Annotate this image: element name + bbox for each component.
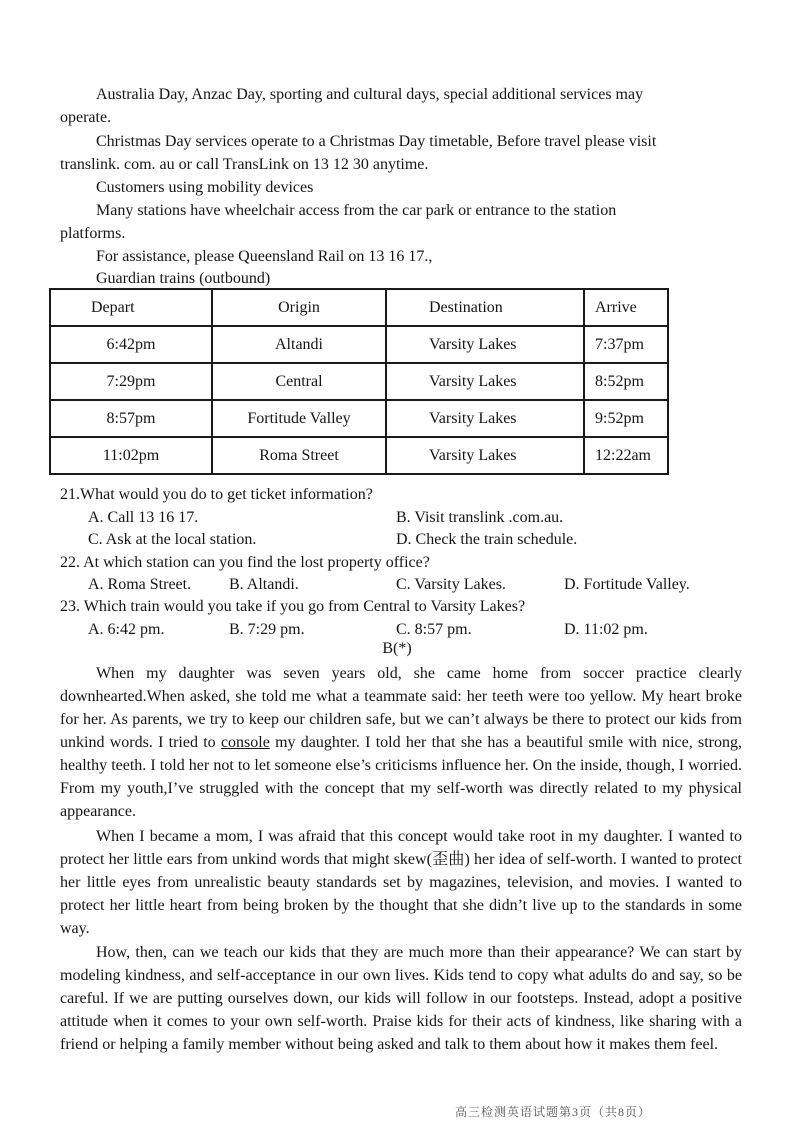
cell-depart: 11:02pm	[50, 437, 212, 474]
passage-b-paragraph-3: How, then, can we teach our kids that they are much more than their appearance? We can start by modeling kindness, and self-acceptance in our own lives. Kids tend to copy what adults do and say, so be careful. If we are putting ourselves down, our kids will follow in our footsteps. Instead, adopt a positive attitude when it comes to your own self-worth. Praise kids for their acts of kindness, like sharing with a friend or helping a family member without being asked and talk to them about how it makes them feel.	[60, 944, 742, 1053]
page-footer: 高三检测英语试题第3页（共8页）	[455, 1105, 652, 1119]
question-21-stem: 21.What would you do to get ticket information?	[60, 486, 373, 503]
question-21-option-a: A. Call 13 16 17.	[88, 509, 199, 526]
table-header-row	[50, 289, 668, 326]
underlined-word-console: console	[220, 734, 270, 751]
table-row	[50, 437, 668, 474]
note-p4-line2: platforms.	[60, 225, 126, 242]
section-b-heading: B(*)	[382, 640, 412, 657]
table-row	[50, 363, 668, 400]
question-23-option-b: B. 7:29 pm.	[229, 621, 305, 638]
note-assistance: For assistance, please Queensland Rail on 13 16 17.,	[96, 248, 433, 265]
cell-depart: 7:29pm	[50, 363, 212, 400]
train-schedule-table	[49, 288, 669, 475]
cell-arrive: 9:52pm	[584, 400, 668, 437]
note-p1-line1: Australia Day, Anzac Day, sporting and cultural days, special additional services may	[96, 86, 644, 103]
cell-origin: Roma Street	[212, 437, 386, 474]
table-row	[50, 326, 668, 363]
question-21-option-d: D. Check the train schedule.	[396, 531, 578, 548]
cell-origin: Central	[212, 363, 386, 400]
question-21-option-c: C. Ask at the local station.	[88, 531, 257, 548]
cell-arrive: 12:22am	[584, 437, 668, 474]
header-destination: Destination	[386, 289, 584, 326]
question-23-option-c: C. 8:57 pm.	[396, 621, 472, 638]
question-23-stem: 23. Which train would you take if you go from Central to Varsity Lakes?	[60, 598, 526, 615]
cell-depart: 6:42pm	[50, 326, 212, 363]
note-p2-line2: translink. com. au or call TransLink on 13 12 30 anytime.	[60, 156, 429, 173]
header-arrive: Arrive	[584, 289, 668, 326]
question-22-option-d: D. Fortitude Valley.	[564, 576, 690, 593]
cell-destination: Varsity Lakes	[386, 326, 584, 363]
passage-b-paragraph-2: When I became a mom, I was afraid that this concept would take root in my daughter. I wanted to protect her little ears from unkind words that might skew(歪曲) her idea of self-worth. I wanted to protect her little eyes from unrealistic beauty standards set by magazines, television, and movies. I wanted to protect her little heart from being broken by the thought that she didn’t live up to the standards in some way.	[60, 828, 742, 937]
note-mobility-heading: Customers using mobility devices	[96, 179, 314, 196]
paragraph-1-text-start: When my daughter was seven years old, she came home from soccer practice clearly downhearted.When asked, she told me what a teammate said: her teeth were too yellow. My heart broke for her. As parents, we try to keep our children safe, but we can’t always be there to protect our kids from unkind words. I tried to	[60, 665, 742, 751]
cell-destination: Varsity Lakes	[386, 363, 584, 400]
question-22-option-a: A. Roma Street.	[88, 576, 192, 593]
header-depart: Depart	[50, 289, 212, 326]
table-caption: Guardian trains (outbound)	[96, 270, 271, 287]
header-origin: Origin	[212, 289, 386, 326]
cell-origin: Fortitude Valley	[212, 400, 386, 437]
note-p1-line2: operate.	[60, 109, 112, 126]
table-row	[50, 400, 668, 437]
question-23-option-d: D. 11:02 pm.	[564, 621, 648, 638]
question-22-stem: 22. At which station can you find the lost property office?	[60, 554, 430, 571]
passage-b-paragraph-1	[60, 662, 742, 823]
note-p4-line1: Many stations have wheelchair access from the car park or entrance to the station	[96, 202, 617, 219]
cell-origin: Altandi	[212, 326, 386, 363]
question-23-option-a: A. 6:42 pm.	[88, 621, 165, 638]
paragraph-1-text-end: my daughter. I told her that she has a beautiful smile with nice, strong, healthy teeth. I told her not to let someone else’s criticisms influence her. On the inside, though, I worried. From my youth,I’ve struggled with the concept that my self-worth was directly related to my physical appearance.	[60, 734, 743, 820]
note-p2-line1: Christmas Day services operate to a Christmas Day timetable, Before travel please visit	[96, 133, 657, 150]
cell-arrive: 8:52pm	[584, 363, 668, 400]
cell-destination: Varsity Lakes	[386, 437, 584, 474]
cell-depart: 8:57pm	[50, 400, 212, 437]
cell-destination: Varsity Lakes	[386, 400, 584, 437]
cell-arrive: 7:37pm	[584, 326, 668, 363]
question-22-option-c: C. Varsity Lakes.	[396, 576, 506, 593]
question-22-option-b: B. Altandi.	[229, 576, 299, 593]
question-21-option-b: B. Visit translink .com.au.	[396, 509, 564, 526]
